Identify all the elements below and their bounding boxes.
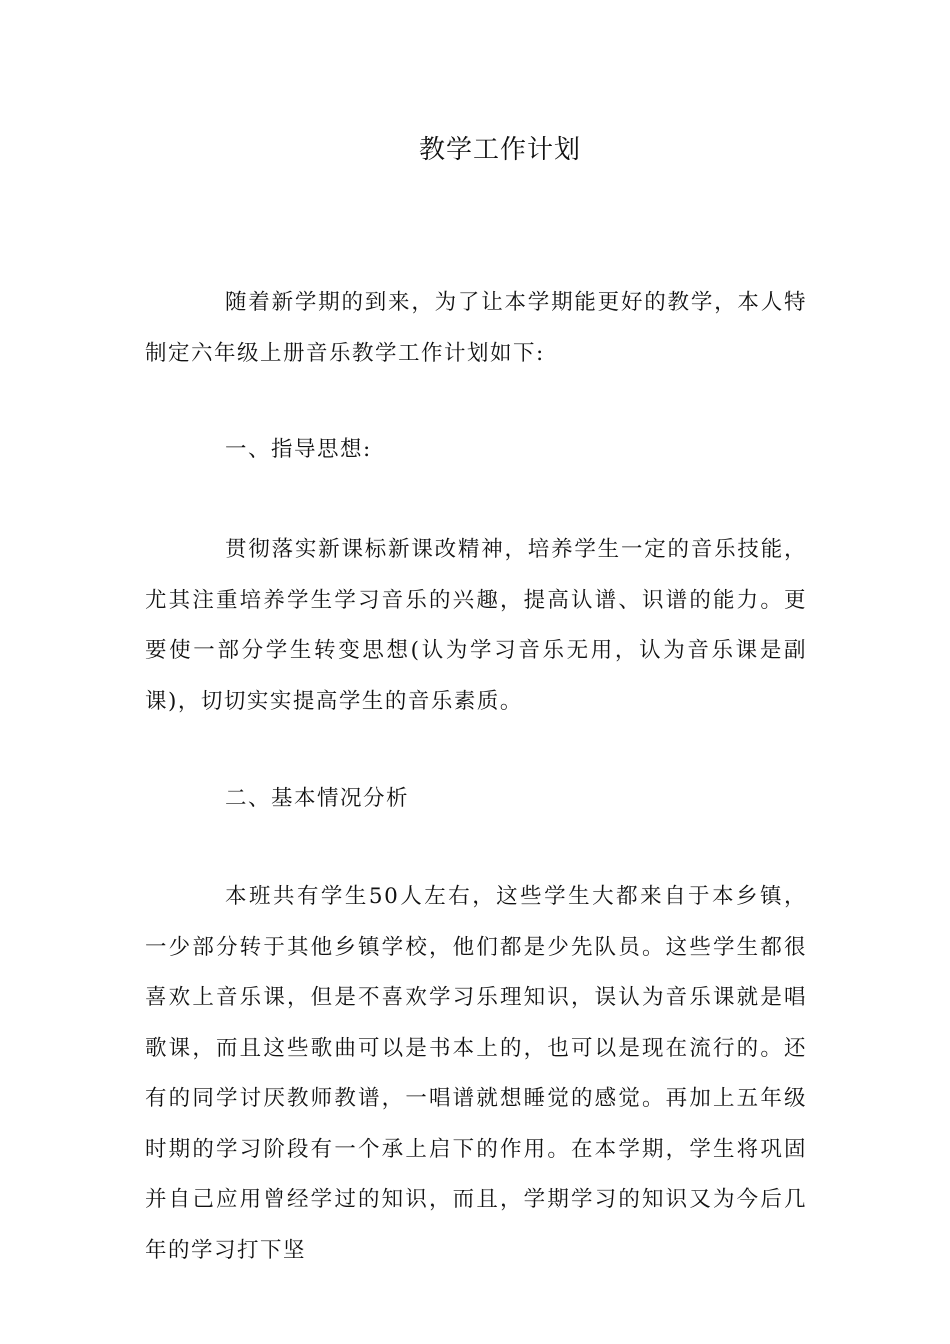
section-two-heading: 二、基本情况分析 xyxy=(225,786,410,811)
section-two-paragraph: 本班共有学生50人左右，这些学生大都来自于本乡镇，一少部分转于其他乡镇学校，他们都是少先队员。这些学生都很喜欢上音乐课，但是不喜欢学习乐理知识，误认为音乐课就是唱歌课，而且这些歌曲可以是书本上的，也可以是现在流行的。还有的同学讨厌教师教谱，一唱谱就想睡觉的感觉。再加上五年级时期的学习阶段有一个承上启下的作用。在本学期，学生将巩固并自己应用曾经学过的知识，而且，学期学习的知识又为今后几年的学习打下坚 xyxy=(145,884,807,1263)
intro-paragraph: 随着新学期的到来，为了让本学期能更好的教学，本人特制定六年级上册音乐教学工作计划如下: xyxy=(145,290,807,366)
section-one-paragraph: 贯彻落实新课标新课改精神，培养学生一定的音乐技能，尤其注重培养学生学习音乐的兴趣，提高认谱、识谱的能力。更要使一部分学生转变思想(认为学习音乐无用，认为音乐课是副课)，切切实实提高学生的音乐素质。 xyxy=(145,537,807,714)
document-title: 教学工作计划 xyxy=(418,135,581,165)
section-one-heading: 一、指导思想: xyxy=(225,437,372,462)
